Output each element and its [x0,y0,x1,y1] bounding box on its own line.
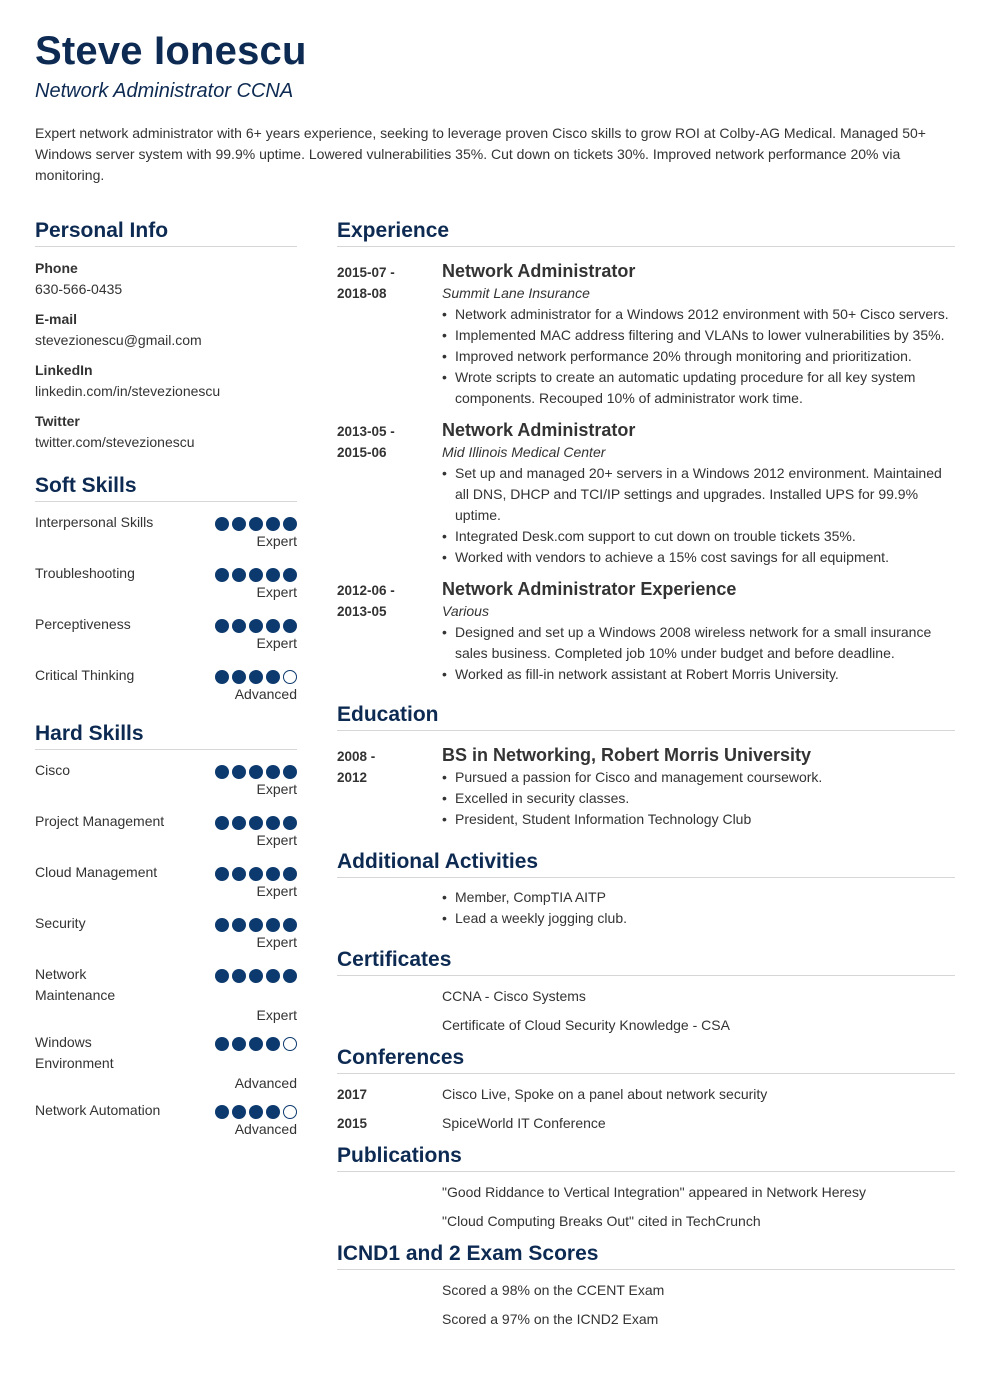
info-value: stevezionescu@gmail.com [35,332,202,348]
education-list [337,743,955,830]
entry-company: Various [442,603,489,619]
entry-bullets [442,622,955,685]
rating-dot-filled [232,816,246,830]
rating-dot-filled [266,918,280,932]
education-entry [337,743,955,830]
date-to: 2015-06 [337,445,387,460]
skill-level: Expert [256,533,297,549]
skill-item [35,963,297,1031]
bullet-item: • Excelled in security classes. [442,788,955,809]
rating-dot-filled [215,670,229,684]
certificates-heading: Certificates [337,947,955,976]
right-column [337,218,955,1338]
rating-dot-filled [232,1037,246,1051]
skill-name: Cisco [35,762,71,778]
entry-bullets [442,463,955,568]
rating-dot-filled [215,816,229,830]
conference-text: Cisco Live, Spoke on a panel about network security [442,1086,768,1102]
bullet-item: • Lead a weekly jogging club. [442,908,955,929]
skill-item [35,912,297,963]
entry-title: Network Administrator Experience [442,579,737,599]
rating-dot-filled [249,1037,263,1051]
skill-name: Network Maintenance [35,966,116,1003]
rating-dot-filled [215,969,229,983]
skill-level: Expert [256,934,297,950]
publication-item: "Good Riddance to Vertical Integration" appeared in Network Heresy [442,1184,866,1200]
date-from: 2012-06 - [337,583,395,598]
hard-skills-heading: Hard Skills [35,721,297,750]
skill-level: Expert [256,635,297,651]
skill-item [35,511,297,562]
rating-dot-filled [266,670,280,684]
skill-item [35,861,297,912]
info-value: 630-566-0435 [35,281,123,297]
skill-level: Advanced [234,1075,297,1091]
skill-rating [215,568,297,582]
rating-dot-filled [266,619,280,633]
skill-name: Network Automation [35,1102,161,1118]
rating-dot-filled [266,969,280,983]
rating-dot-filled [266,765,280,779]
skill-level: Expert [256,781,297,797]
rating-dot-filled [283,517,297,531]
entry-date [337,262,437,304]
certificate-item: CCNA - Cisco Systems [442,988,586,1004]
rating-dot-filled [232,517,246,531]
skill-name: Troubleshooting [35,565,135,581]
rating-dot-filled [215,517,229,531]
date-from: 2008 - [337,749,376,764]
rating-dot-filled [283,568,297,582]
hard-skills-list [35,759,297,1150]
conference-text: SpiceWorld IT Conference [442,1115,606,1131]
entry-date [337,746,437,788]
rating-dot-empty [283,1105,297,1119]
date-from: 2013-05 - [337,424,395,439]
experience-entry [337,577,955,685]
entry-bullets [442,767,955,830]
entry-title: Network Administrator [442,420,636,440]
rating-dot-filled [249,670,263,684]
rating-dot-filled [283,816,297,830]
bullet-item: • Designed and set up a Windows 2008 wireless network for a small insurance sales business. Completed job 10% under budget and before deadline. [442,622,955,664]
soft-skills-heading: Soft Skills [35,473,297,502]
info-phone [35,260,297,298]
exam-score-item: Scored a 97% on the ICND2 Exam [442,1311,659,1327]
certificate-item: Certificate of Cloud Security Knowledge - CSA [442,1017,730,1033]
bullet-item: • Member, CompTIA AITP [442,887,955,908]
skill-rating [215,867,297,881]
entry-date [337,421,437,463]
personal-info-heading: Personal Info [35,218,297,247]
bullet-item: • Integrated Desk.com support to cut down on trouble tickets 35%. [442,526,955,547]
date-to: 2012 [337,770,368,785]
rating-dot-filled [215,619,229,633]
rating-dot-filled [232,619,246,633]
skill-level: Expert [256,1007,297,1023]
bullet-item: • Worked with vendors to achieve a 15% cost savings for all equipment. [442,547,955,568]
entry-title: Network Administrator [442,261,636,281]
entry-company: Summit Lane Insurance [442,285,590,301]
conferences-list [337,1084,955,1134]
skill-rating [215,517,297,531]
rating-dot-filled [249,816,263,830]
education-heading: Education [337,702,955,731]
skill-rating [215,918,297,932]
experience-entry [337,418,955,568]
skill-name: Interpersonal Skills [35,514,154,530]
skill-name: Project Management [35,813,165,829]
skill-rating [215,765,297,779]
rating-dot-empty [283,670,297,684]
conference-item [337,1113,955,1134]
rating-dot-filled [249,1105,263,1119]
skill-rating [215,670,297,684]
info-value: linkedin.com/in/stevezionescu [35,383,221,399]
skill-item [35,1099,297,1150]
conference-year: 2015 [337,1116,368,1131]
bullet-item: • Worked as fill-in network assistant at Robert Morris University. [442,664,955,685]
rating-dot-filled [266,816,280,830]
bullet-item: • Improved network performance 20% through monitoring and prioritization. [442,346,955,367]
skill-rating [215,619,297,633]
skill-name: Windows Environment [35,1034,114,1071]
skill-rating [215,1105,297,1119]
info-twitter [35,413,297,451]
skill-level: Expert [256,584,297,600]
rating-dot-filled [249,969,263,983]
rating-dot-filled [266,867,280,881]
rating-dot-filled [266,517,280,531]
info-label: Twitter [35,413,80,429]
skill-level: Advanced [234,1121,297,1137]
skill-item [35,1031,297,1099]
info-label: Phone [35,260,78,276]
experience-entry [337,259,955,409]
rating-dot-filled [232,969,246,983]
rating-dot-filled [215,918,229,932]
rating-dot-filled [266,1105,280,1119]
activities-heading: Additional Activities [337,849,955,878]
soft-skills-list [35,511,297,715]
candidate-name: Steve Ionescu [35,29,307,73]
job-title: Network Administrator CCNA [35,80,294,102]
left-column [35,218,297,1150]
rating-dot-filled [232,670,246,684]
bullet-item: • Network administrator for a Windows 2012 environment with 50+ Cisco servers. [442,304,955,325]
activities-list [337,887,955,929]
bullet-item: • Implemented MAC address filtering and VLANs to lower vulnerabilities by 35%. [442,325,955,346]
experience-list [337,259,955,685]
rating-dot-filled [266,1037,280,1051]
entry-title: BS in Networking, Robert Morris University [442,745,812,765]
info-email [35,311,297,349]
rating-dot-filled [232,765,246,779]
rating-dot-filled [232,568,246,582]
conferences-heading: Conferences [337,1045,955,1074]
certificates-list [337,986,955,1036]
rating-dot-filled [249,619,263,633]
skill-item [35,810,297,861]
rating-dot-filled [249,765,263,779]
rating-dot-filled [249,867,263,881]
rating-dot-filled [249,568,263,582]
personal-info-list [35,260,297,451]
rating-dot-filled [215,1105,229,1119]
date-from: 2015-07 - [337,265,395,280]
exam-scores-heading: ICND1 and 2 Exam Scores [337,1241,955,1270]
rating-dot-filled [266,568,280,582]
skill-item [35,613,297,664]
rating-dot-filled [215,765,229,779]
rating-dot-empty [283,1037,297,1051]
bullet-item: • Wrote scripts to create an automatic updating procedure for all key system components. Recouped 10% of administrator work time. [442,367,955,409]
publications-heading: Publications [337,1143,955,1172]
skill-item [35,759,297,810]
bullet-item: • Pursued a passion for Cisco and management coursework. [442,767,955,788]
rating-dot-filled [232,867,246,881]
skill-name: Cloud Management [35,864,158,880]
skill-rating [215,816,297,830]
publications-list [337,1182,955,1232]
entry-date [337,580,437,622]
rating-dot-filled [283,765,297,779]
info-value: twitter.com/stevezionescu [35,434,195,450]
info-label: LinkedIn [35,362,93,378]
conference-item [337,1084,955,1105]
activities-bullets [442,887,955,929]
rating-dot-filled [283,918,297,932]
exam-score-item: Scored a 98% on the CCENT Exam [442,1282,665,1298]
bullet-item: • President, Student Information Technology Club [442,809,955,830]
skill-rating [215,1037,297,1051]
rating-dot-filled [283,969,297,983]
skill-level: Expert [256,883,297,899]
summary-text: Expert network administrator with 6+ years experience, seeking to leverage proven Cisco skills to grow ROI at Colby-AG Medical. Managed 50+ Windows server system with 99.9% uptime. Lowered vulnerabilities 35%. Cut down on tickets 30%. Improved network performance 20% via monitoring. [35,125,926,183]
skill-name: Critical Thinking [35,667,135,683]
rating-dot-filled [215,1037,229,1051]
skill-name: Security [35,915,86,931]
rating-dot-filled [249,517,263,531]
experience-heading: Experience [337,218,955,247]
rating-dot-filled [215,867,229,881]
skill-level: Advanced [234,686,297,702]
info-label: E-mail [35,311,78,327]
skill-item [35,562,297,613]
rating-dot-filled [249,918,263,932]
entry-bullets [442,304,955,409]
exam-scores-list [337,1280,955,1330]
date-to: 2018-08 [337,286,387,301]
info-linkedin [35,362,297,400]
publication-item: "Cloud Computing Breaks Out" cited in TechCrunch [442,1213,761,1229]
skill-item [35,664,297,715]
entry-company: Mid Illinois Medical Center [442,444,606,460]
rating-dot-filled [283,619,297,633]
date-to: 2013-05 [337,604,387,619]
skill-name: Perceptiveness [35,616,131,632]
rating-dot-filled [232,918,246,932]
skill-level: Expert [256,832,297,848]
rating-dot-filled [283,867,297,881]
conference-year: 2017 [337,1087,368,1102]
bullet-item: • Set up and managed 20+ servers in a Windows 2012 environment. Maintained all DNS, DHCP and TCI/IP settings and upgrades. Installed UPS for 99.9% uptime. [442,463,955,526]
skill-rating [215,969,297,983]
rating-dot-filled [215,568,229,582]
rating-dot-filled [232,1105,246,1119]
